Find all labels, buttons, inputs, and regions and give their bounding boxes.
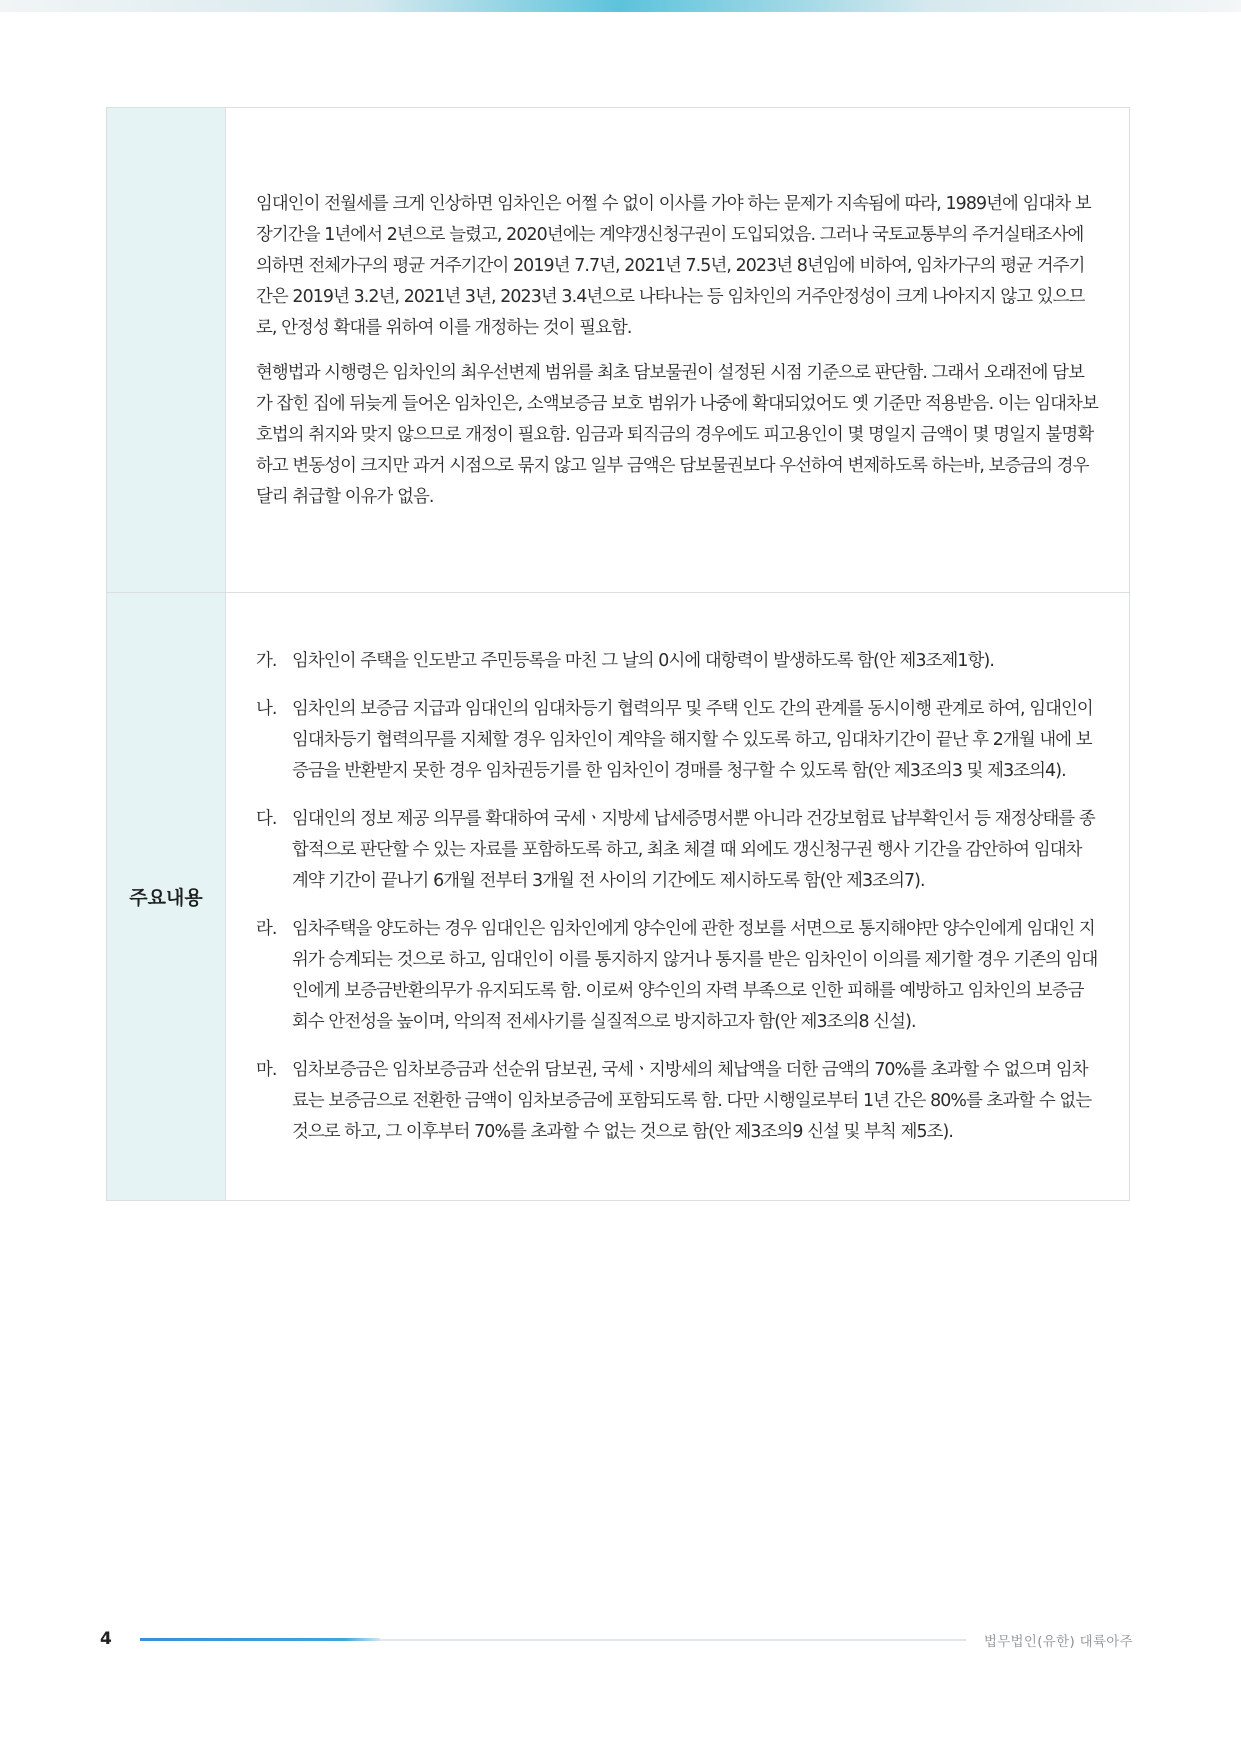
list-item: [256, 646, 1099, 677]
content-table: [106, 107, 1130, 1201]
footer-progress-accent: [140, 1638, 380, 1641]
list-item: [256, 914, 1099, 1038]
table-row: [107, 593, 1130, 1201]
main-content-list: [226, 593, 1130, 1201]
paragraph: 현행법과 시행령은 임차인의 최우선변제 범위를 최초 담보물권이 설정된 시점 기준으로 판단함. 그래서 오래전에 담보가 잡힌 집에 뒤늦게 들어온 임차인은, 소액보증금 보호 범위가 나중에 확대되었어도 옛 기준만 적용받음. 이는 임대차보호법의 취지와 맞지 않으므로 개정이 필요함. 임금과 퇴직금의 경우에도 피고용인이 몇 명일지 금액이 몇 명일지 불명확하고 변동성이 크지만 과거 시점으로 묶지 않고 일부 금액은 담보물권보다 우선하여 변제하도록 하는바, 보증금의 경우 달리 취급할 이유가 없음.: [256, 363, 1098, 507]
list-item: [256, 1055, 1099, 1148]
row-label-main-content: 주요내용: [107, 593, 226, 1201]
item-text: 임차인의 보증금 지급과 임대인의 임대차등기 협력의무 및 주택 인도 간의 관계를 동시이행 관계로 하여, 임대인이 임대차등기 협력의무를 지체할 경우 임차인이 계약을 해지할 수 있도록 하고, 임대차기간이 끝난 후 2개월 내에 보증금을 반환받지 못한 경우 임차권등기를 한 임차인이 경매를 청구할 수 있도록 함(안 제3조의3 및 제3조의4).: [292, 699, 1093, 781]
item-text: 임차인이 주택을 인도받고 주민등록을 마친 그 날의 0시에 대항력이 발생하도록 함(안 제3조제1항).: [292, 651, 994, 671]
list-item: [256, 694, 1099, 787]
firm-name: 법무법인(유한) 대륙아주: [983, 1634, 1133, 1650]
paragraph: 임대인이 전월세를 크게 인상하면 임차인은 어쩔 수 없이 이사를 가야 하는 문제가 지속됨에 따라, 1989년에 임대차 보장기간을 1년에서 2년으로 늘렸고, 2020년에는 계약갱신청구권이 도입되었음. 그러나 국토교통부의 주거실태조사에 의하면 전체가구의 평균 거주기간이 2019년 7.7년, 2021년 7.5년, 2023년 8년임에 비하여, 임차가구의 평균 거주기간은 2019년 3.2년, 2021년 3년, 2023년 3.4년으로 나타나는 등 임차인의 거주안정성이 크게 나아지지 않고 있으므로, 안정성 확대를 위하여 이를 개정하는 것이 필요함.: [256, 194, 1091, 338]
row-label-empty: [107, 108, 226, 593]
item-text: 임대인의 정보 제공 의무를 확대하여 국세ㆍ지방세 납세증명서뿐 아니라 건강보험료 납부확인서 등 재정상태를 종합적으로 판단할 수 있는 자료를 포함하도록 하고, 최초 체결 때 외에도 갱신청구권 행사 기간을 감안하여 임대차 계약 기간이 끝나기 6개월 전부터 3개월 전 사이의 기간에도 제시하도록 함(안 제3조의7).: [292, 809, 1095, 891]
item-marker: 가.: [256, 651, 277, 671]
list-item: [256, 804, 1099, 897]
item-marker: 라.: [256, 919, 277, 939]
item-marker: 나.: [256, 699, 277, 719]
item-marker: 마.: [256, 1060, 277, 1080]
background-content: [226, 108, 1130, 593]
table-row: [107, 108, 1130, 593]
item-marker: 다.: [256, 809, 277, 829]
item-text: 임차보증금은 임차보증금과 선순위 담보권, 국세ㆍ지방세의 체납액을 더한 금액의 70%를 초과할 수 없으며 임차료는 보증금으로 전환한 금액이 임차보증금에 포함되도록 함. 다만 시행일로부터 1년 간은 80%를 초과할 수 없는 것으로 하고, 그 이후부터 70%를 초과할 수 없는 것으로 함(안 제3조의9 신설 및 부칙 제5조).: [292, 1060, 1092, 1142]
item-text: 임차주택을 양도하는 경우 임대인은 임차인에게 양수인에 관한 정보를 서면으로 통지해야만 양수인에게 임대인 지위가 승계되는 것으로 하고, 임대인이 이를 통지하지 않거나 통지를 받은 임차인이 이의를 제기할 경우 기존의 임대인에게 보증금반환의무가 유지되도록 함. 이로써 양수인의 자력 부족으로 인한 피해를 예방하고 임차인의 보증금 회수 안전성을 높이며, 악의적 전세사기를 실질적으로 방지하고자 함(안 제3조의8 신설).: [292, 919, 1098, 1032]
top-gradient-bar: [0, 0, 1241, 12]
page-number: 4: [100, 1629, 112, 1649]
